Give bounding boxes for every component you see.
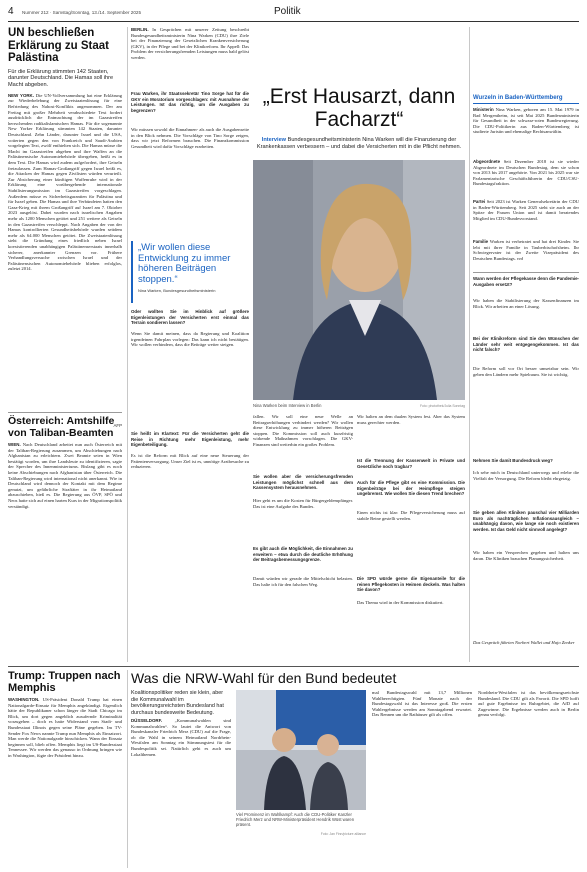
bio-label: Abgeordnete [473, 159, 501, 164]
bio-paragraph [473, 159, 579, 199]
question [357, 480, 465, 510]
answer [253, 414, 353, 474]
bio-text: Seit Dezember 2018 ist sie wieder Abgeordnete im Deutschen Bundestag, dem sie schon von 2013 bis 2017 angehörte. Von 2021 bis 2025 war sie Parlamentarische Geschäftsführerin der CDU/CSU-Bundestagsfraktion. [473, 159, 579, 187]
answer [253, 576, 353, 656]
question [473, 276, 579, 298]
nrw-col4 [478, 690, 579, 868]
body-text: In Gesprächen mit unserer Zeitung beschreibt Bundesgesundheitsministerin Nina Warken (CDU) ihre Ziele bei der Finanzierung der Gesetzlichen Krankenversicherung (GKV), in der Pflege und bei der Klinikreform. Ihr Appell: Das Problem der versicherungsfremden Leistungen muss bald gelöst werden. [131, 27, 249, 60]
answer-text: Wir halten an dem dualen System fest. Aber das System muss gerechter werden. [357, 414, 465, 425]
question [131, 431, 249, 453]
photo-credit: Foto: Jan Finn/picture alliance [320, 832, 366, 836]
interview-photo [253, 160, 465, 400]
interview-col1 [131, 27, 249, 662]
page-number: 4 [8, 6, 14, 17]
answer [131, 453, 249, 633]
article-headline: Was die NRW-Wahl für den Bund bedeutet [131, 670, 397, 686]
question-text: Nehmen Sie damit Bundesdruck weg? [473, 458, 553, 463]
article-austria [8, 416, 122, 536]
answer-text: fallen. Wir soll eine neue Welle an Beitragserhöhungen verhindert werden? Wir wollen diese Entwicklung zu immer höheren Beiträgen stoppen. Die Kommission soll auch kurzfristig wirkende Maßnahmen vorschlagen. Die GKV-Finanzen sind weiterhin ein großes Problem. [253, 414, 353, 447]
answer [357, 600, 465, 650]
interview-deck [254, 137, 464, 151]
answer [473, 298, 579, 336]
body-text: „Kommunalwahlen sind Kommunalwahlen“. So lautet die Antwort von Bundeskanzler Friedrich Merz (CDU) auf die Frage, ob die Wahl in seinem Heimatland Nordrhein-Westfalen am Sonntag ein Stimmungstest für die Bundespolitik sei. Natürlich geht es auch um Lokalthemen. [131, 718, 231, 757]
question [357, 458, 465, 476]
dateline: DÜSSELDORF. [131, 718, 162, 723]
article-body [8, 697, 122, 867]
body-text: Nach Deutschland arbeitet nun auch Österreich mit der Taliban-Regierung zusammen, um Abschiebungen nach Afghanistan zu erleichtern. Zwei Beamte seien in Wien bestätigt worden, um ihre Landsleute zu identifizieren, sagte der Sprecher des Innenministeriums. Bislang gibt es noch keine Abschiebungen nach Afghanistan über Österreich. Die Taliban-Regierung wird international nicht anerkannt. Wie in Deutschland wird dennoch der Kontakt mit dem Regime genutzt, um gefährliche Straftäter in ihr Heimatland abzuschieben, hieß es. Die Regierung aus ÖVP, SPÖ und Neos hatte sich auf einen harten Kurs in der Migrationspolitik verständigt. [8, 442, 122, 509]
article-headline: Österreich: Amtshilfe von Taliban-Beamten [8, 415, 115, 439]
article-subhead: Für die Erklärung stimmten 142 Staaten, darunter Deutschland. Die Hamas soll ihre Macht abgeben. [8, 68, 114, 89]
interview-col5 [473, 276, 579, 662]
interview-header [254, 85, 464, 151]
bio-paragraph [473, 107, 579, 159]
deck-text: Bundesgesundheitsministerin Nina Warken will die Finanzierung der Krankenkassen verbessern – und dabei die Versicherten mit in die Pflicht nehmen. [256, 137, 462, 150]
question-text: Sie heißt im Klartext: Für die Versicherten geht die Reise in Richtung mehr Eigenleistung, mehr Eigenbeteiligung. [131, 431, 249, 448]
answer-text: Es ist die Reform mit Blick auf eine neue Steuerung der Patientenversorgung. Unser Ziel ist es, unnötige Arztbesuche zu reduzieren. [131, 453, 249, 470]
answer-text: Damit würden wir gerade die Mittelschicht belasten. Das halte ich für den falschen Weg. [253, 576, 353, 587]
question [253, 474, 353, 498]
question-text: Auch für die Pflege gibt es eine Kommission. Die Eigenbeiträge bei der Heimpflege steigen ungebremst. Wie wollen Sie diesen Trend brechen? [357, 480, 465, 497]
question [253, 546, 353, 576]
bio-paragraph [473, 199, 579, 239]
bio-label: Partei [473, 199, 486, 204]
article-headline: UN beschließen Erklärung zu Staat Palästina [8, 27, 109, 64]
interview-col3 [253, 414, 353, 662]
question [357, 576, 465, 600]
bio-label: Ministerin [473, 107, 494, 112]
body-text: Nordrhein-Westfalen ist das bevölkerungsreichste Bundesland. Die CDU gilt als Favorit. Die SPD hofft auf gute Ergebnisse im Ruhrgebiet, die AfD auf Zugewinne. Die Ergebnisse werden auch in Berlin genau verfolgt. [478, 690, 579, 718]
question [473, 458, 579, 470]
nrw-col3 [372, 690, 472, 868]
article-body [8, 442, 122, 540]
question-text: Es gibt auch die Möglichkeit, die Einnahmen zu erweitern – etwa durch die deutliche Erhöhung der Beitragsbemessungsgrenze. [253, 546, 353, 563]
interview-intro [131, 27, 249, 89]
question-text: Sie wollen aber die versicherungsfremden Leistungen möglichst schnell aus dem Kassensystem herausnehmen. [253, 474, 353, 491]
nrw-col1 [131, 718, 231, 868]
photo-caption: Nina Warken beim Interview in Berlin [253, 403, 322, 408]
nrw-deck: Koalitionspolitiker reden sie klein, aber die Kommunalwahl im bevölkerungsreichsten Bundesland hat durchaus bundesweite Bedeutung. [131, 690, 224, 716]
dateline: NEW YORK. [8, 92, 34, 98]
issue-info: Nummer 212 · Samstag/Sonntag, 13./14. September 2025 [22, 10, 141, 15]
pull-quote-source: Nina Warken, Bundesgesundheitsministerin [138, 288, 216, 293]
question-text: Ist die Trennung der Kassenwelt in Private und Gesetzliche noch tragbar? [357, 458, 465, 469]
photo-credit: Foto: photothek/Julia Sonntag [419, 404, 465, 408]
answer [131, 331, 249, 431]
bio-box [473, 95, 579, 270]
dateline: WIEN. [8, 442, 21, 447]
dateline: BERLIN. [131, 27, 149, 32]
portrait-illustration [253, 160, 465, 400]
answer-text: Wir müssen sowohl die Einnahmen- als auch die Ausgabenseite in den Blick nehmen. Die Vorschläge von Tino Sorge zeigen, dass wir jetzt Reformen brauchen. Die Finanzkommission Gesundheit wird dafür Vorschläge erarbeiten. [131, 127, 249, 149]
question [131, 309, 249, 331]
quote-headline: „Erst Hausarzt, dann Facharzt“ [262, 85, 456, 131]
bio-label: Familie [473, 239, 489, 244]
question-text: Wann werden der Pflegekasse denn die Pandemie-Ausgaben ersetzt? [473, 276, 579, 287]
answer [253, 498, 353, 546]
politicians-illustration [236, 690, 366, 810]
question-text: Sie geben allen Kliniken pauschal vier Milliarden Euro als nachträglichen Inflationsausgleich – unabhängig davon, wie lange sie noch existieren werden. Ist das Geld nicht sinnvoll angelegt? [473, 510, 579, 532]
page-header [8, 5, 579, 21]
body-text: mal Bundestagswahl mit 13,7 Millionen Wahlberechtigten. Fünf Monate nach der Bundestagswahl ist das Interesse groß. Die ersten Wahlergebnisse werden am Sonntagabend erwartet. Das Rennen um die Rathäuser gilt als offen. [372, 690, 472, 718]
answer-text: Die Reform soll vor Ort besser umsetzbar sein. Wir geben den Ländern mehr Spielraum. Sie ist wichtig. [473, 366, 579, 377]
photo-caption: Viel Prominenz im Wahlkampf: Auch die CDU-Politiker Kanzler Friedrich Merz und NRW-Ministerpräsident Hendrik Wüst waren präsent. [236, 812, 355, 827]
pull-quote [131, 241, 249, 303]
question [473, 510, 579, 550]
question [473, 336, 579, 366]
answer-text: Wir haben ein Versprechen gegeben und halten uns daran. Die Kliniken brauchen Planungssicherheit. [473, 550, 579, 561]
answer [473, 470, 579, 510]
question-text: Oder wollten Sie im Hinblick auf größere Eigenleistungen der Versicherten erst einmal das Terrain sondieren lassen? [131, 309, 249, 326]
bio-paragraph [473, 239, 579, 273]
interview-col4 [357, 414, 465, 662]
credit-text: Das Gespräch führten Norbert Wallet und Hajo Zenker [473, 640, 575, 645]
bio-text: Seit 2023 ist Warken Generalsekretärin der CDU in Baden-Württemberg. Seit 2025 steht sie auch an der Spitze der Frauen Union und ist damit beratendes Mitglied im CDU-Bundesvorstand. [473, 199, 579, 221]
question-text: Frau Warken, ihr Staatssekretär Tino Sorge hat für die GKV ein Moratorium vorgeschlagen: mit Ausnahme der Leistungen. Ist das richtig, um die Ausgaben zu begrenzen? [131, 91, 249, 113]
article-headline: Trump: Truppen nach Memphis [8, 670, 121, 694]
answer-text: Ich sehe mich in Deutschland unterwegs und erlebe die Vielfalt der Versorgung. Die Reform bleibt ehrgeizig. [473, 470, 579, 481]
answer [357, 414, 465, 458]
bio-text: Nina Warken, geboren am 15. Mai 1979 in Bad Mergentheim, ist seit Mai 2025 Bundesministerin für Gesundheit in der schwarz-roten Bundesregierung. Die CDU-Politikerin aus Baden-Württemberg ist studierte Juristin und ehemalige Rechtsanwältin. [473, 107, 579, 135]
credit: red [517, 255, 523, 261]
article-body [8, 93, 122, 423]
answer-text: Wenn Sie damit meinen, dass da Regierung und Koalition irgendeinen Fahrplan vorlegen: Das kann ich nicht bestätigen. Wir wollen verhindern, dass die Beiträge weiter steigen. [131, 331, 249, 348]
answer [473, 550, 579, 640]
answer [357, 510, 465, 576]
answer [131, 127, 249, 235]
deck-label: Interview [261, 137, 287, 143]
nrw-photo [236, 690, 366, 810]
question-text: Bei der Klinikreform sind Sie den Wünschen der Länder sehr weit entgegengekommen. Ist das nicht falsch? [473, 336, 579, 353]
credit: AFP [113, 422, 122, 428]
body-text: US-Präsident Donald Trump hat einen Nationalgarde-Einsatz für Memphis angekündigt. Eigentlich hätte der Republikaner schon länger die Stadt Chicago im Blick, um dort gegen angeblich ausufernde Kriminalität vorzugehen – doch es hatte Widerstand vom Stadt- und Bundesstaat Illinois gegen seine Pläne gegeben. Im TV-Sender Fox News nannte Trump nun Memphis als Einsatzort. Man werde die Nationalgarde hinschicken. Wann der Einsatz beginnen soll, blieb offen. Memphis liegt im US-Bundesstaat Tennessee. Wir werden das genauso in Ordnung bringen wie in Washington, fügte der Präsident hinzu. [8, 697, 122, 758]
answer-text: Hier geht es um die Kosten für Bürgergeldempfänger. Das ist eine Aufgabe des Bundes. [253, 498, 353, 509]
bio-text: Warken ist verheiratet und hat drei Kinder. Sie lebt mit ihrer Familie in Tauberbischofsheim. Ihr Schwiegervater ist der Zweite Vizepräsident des Deutschen Bundestags. [473, 239, 579, 261]
article-trump [8, 670, 122, 868]
question-text: Die SPD würde gerne die Eigenanteile für die reinen Pflegekosten in Heimen deckeln. Was halten Sie davon? [357, 576, 465, 593]
answer [473, 366, 579, 458]
bio-title: Wurzeln in Baden-Württemberg [473, 95, 579, 104]
answer-text: Wir haben die Stabilisierung der Kassenfinanzen im Blick. Wir arbeiten an einer Lösung. [473, 298, 579, 309]
answer-text: Einen nichts ist klar: Die Pflegeversicherung muss auf stabile Beine gestellt werden. [357, 510, 465, 521]
dateline: WASHINGTON. [8, 697, 40, 702]
answer-text: Das Thema wird in der Kommission diskutiert. [357, 600, 444, 605]
section-title: Politik [274, 6, 301, 17]
body-text: Die UN-Vollversammlung hat eine Erklärung zur Wiederbelebung der Zweistaatenlösung für eine Befriedung des Nahost-Konflikts angenommen. Der am Freitag mit großer Mehrheit verabschiedete Text fordert ausdrücklich die Entmachtung der im Gazastreifen herrschenden radikalislamischen Hamas. Für die sogenannte New Yorker Erklärung stimmten 142 Staaten, darunter Deutschland. Zehn Länder, darunter Israel und die USA, votierten gegen den von Frankreich und Saudi-Arabien vorgelegten Text, zwölf enthielten sich. Die Hamas müsse die Macht im Gazastreifen abgeben und ihre Waffen an die Palästinensische Autonomiebehörde übergeben, heißt es in dem Text. Die Hamas wird zudem aufgefordert, ihre Geiseln freizulassen. Zum Hamas-Großangriff gegen Israel heißt es, die Attacken der Hamas gegen Zivilisten würden verurteilt. Zur Absicherung einer künftigen Waffenruhe wird in der Erklärung eine vorübergehende internationale Stabilisierungsmission im Gazastreifen vorgeschlagen. Außerdem müsse es Sicherheitsgarantien für Palästina und für Israel geben. Die Hamas und ihre Verbündeten hatten den Gaza-Krieg mit ihrem Großangriff auf Israel am 7. Oktober 2023 ausgelöst. Dabei wurden nach israelischen Angaben mehr als 1200 Menschen getötet und 251 weitere als Geiseln in den Gazastreifen verschleppt. Nach Angaben der von der Hamas kontrollierten Gesundheitsbehörde wurden seitdem mehr als 64.000 Menschen getötet. Die Zweistaatenlösung sieht die Gründung eines friedlich neben Israel koexistierenden unabhängigen Palästinenserstaats innerhalb sicherer, anerkannter Grenzen vor. Frühere Verhandlungsversuche zwischen Israel und der Palästinensischen Autonomiebehörde blieben erfolglos, zuletzt 2014. [8, 92, 122, 272]
question [131, 91, 249, 127]
pull-quote-text: „Wir wollen diese Entwicklung zu immer höheren Beiträgen stoppen.“ [138, 242, 231, 285]
interview-credit [473, 640, 579, 654]
